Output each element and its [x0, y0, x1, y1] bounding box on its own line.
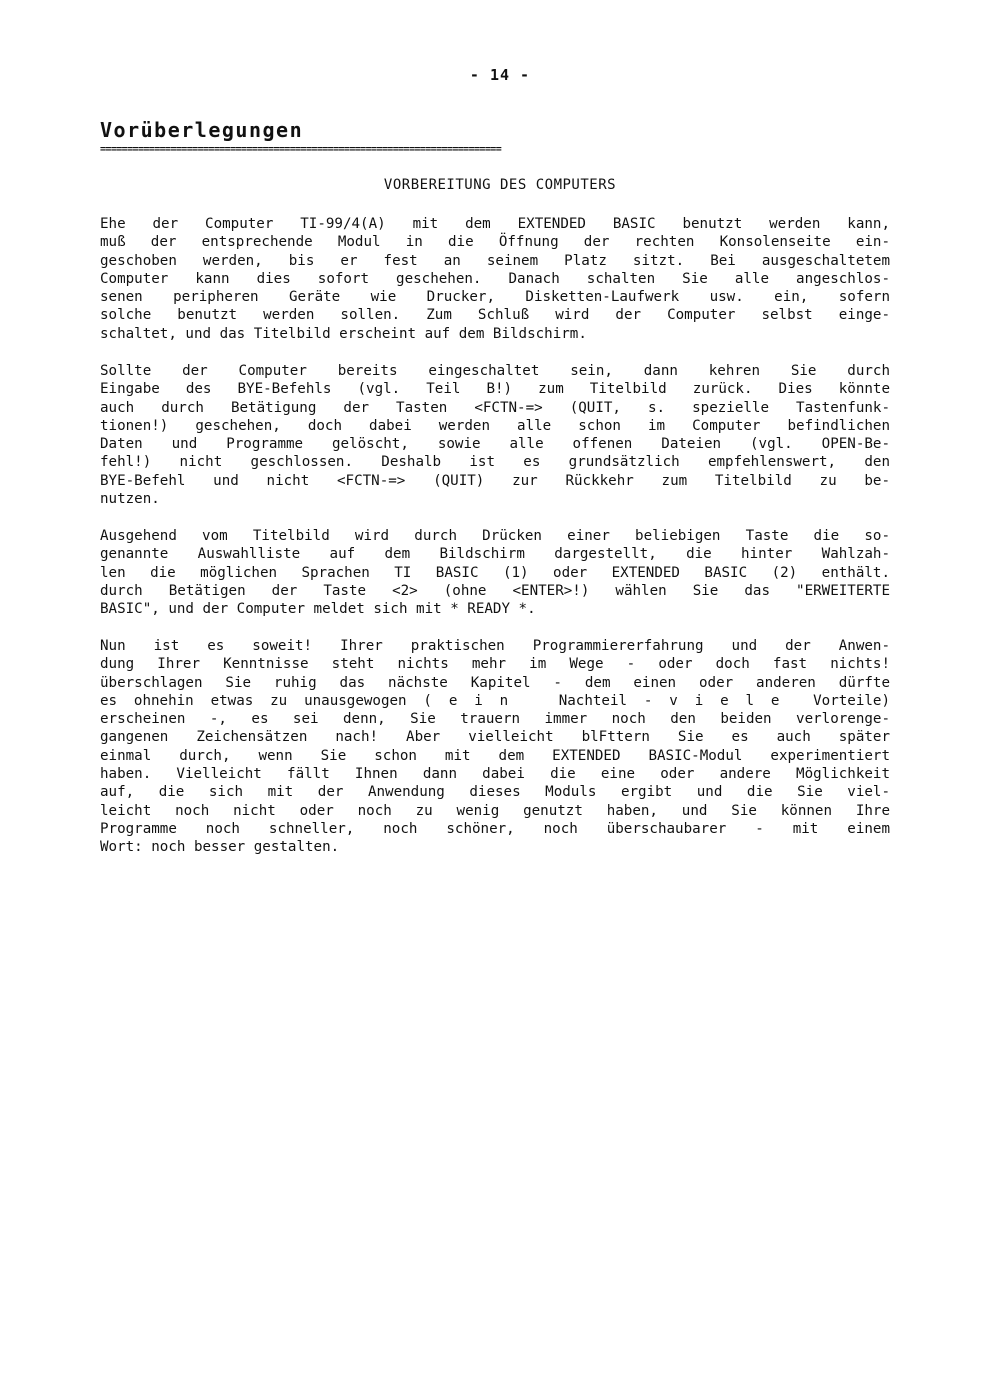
paragraph-preparation	[100, 215, 920, 343]
section-heading: VORBEREITUNG DES COMPUTERS	[383, 177, 617, 193]
text-line: es ohnehin etwas zu unausgewogen ( e i n Nachteil - v i e l e Vorteile)	[100, 692, 890, 709]
paragraph-bye-command	[100, 362, 920, 508]
text-line: leicht noch nicht oder noch zu wenig genutzt haben, und Sie können Ihre	[100, 802, 890, 819]
text-line: Eingabe des BYE-Befehls (vgl. Teil B!) zum Titelbild zurück. Dies könnte	[100, 381, 890, 398]
text-line: Ehe der Computer TI-99/4(A) mit dem EXTENDED BASIC benutzt werden kann,	[100, 216, 890, 232]
text-line: Wort: noch besser gestalten.	[100, 839, 340, 856]
text-line: auf, die sich mit der Anwendung dieses Moduls ergibt und die Sie viel-	[100, 784, 890, 801]
text-line: überschlagen Sie ruhig das nächste Kapitel - dem einen oder anderen dürfte	[100, 674, 890, 691]
text-line: erscheinen -, es sei denn, Sie trauern immer noch den beiden verlorenge-	[100, 711, 890, 728]
text-line: Nun ist es soweit! Ihrer praktischen Programmiererfahrung und der Anwen-	[100, 638, 890, 654]
text-line: haben. Vielleicht fällt Ihnen dann dabei die eine oder andere Möglichkeit	[100, 766, 890, 783]
text-line: senen peripheren Geräte wie Drucker, Disketten-Laufwerk usw. ein, sofern	[100, 289, 890, 306]
text-line: solche benutzt werden sollen. Zum Schluß wird der Computer selbst einge-	[100, 307, 890, 324]
text-line: tionen!) geschehen, doch dabei werden alle schon im Computer befindlichen	[100, 417, 890, 434]
page-number: - 14 -	[469, 66, 531, 84]
paragraph-getting-started	[100, 637, 920, 857]
chapter-title: Vorüberlegungen	[100, 118, 304, 142]
text-line: auch durch Betätigung der Tasten <FCTN-=> (QUIT, s. spezielle Tastenfunk-	[100, 399, 890, 416]
paragraph-selection-list	[100, 527, 920, 618]
text-line: nutzen.	[100, 491, 160, 508]
text-line: BYE-Befehl und nicht <FCTN-=> (QUIT) zur Rückkehr zum Titelbild zu be-	[100, 472, 890, 489]
text-line: einmal durch, wenn Sie schon mit dem EXTENDED BASIC-Modul experimentiert	[100, 747, 890, 764]
text-line: len die möglichen Sprachen TI BASIC (1) oder EXTENDED BASIC (2) enthält.	[100, 564, 890, 581]
text-line: BASIC", und der Computer meldet sich mit * READY *.	[100, 601, 536, 618]
text-line: schaltet, und das Titelbild erscheint auf dem Bildschirm.	[100, 325, 587, 342]
text-line: muß der entsprechende Modul in die Öffnung der rechten Konsolenseite ein-	[100, 234, 890, 251]
text-line: Computer kann dies sofort geschehen. Danach schalten Sie alle angeschlos-	[100, 270, 890, 287]
double-rule-divider: ==========================================================================	[100, 145, 502, 155]
text-line: Daten und Programme gelöscht, sowie alle offenen Dateien (vgl. OPEN-Be-	[100, 436, 890, 453]
text-line: fehl!) nicht geschlossen. Deshalb ist es grundsätzlich empfehlenswert, den	[100, 454, 890, 471]
text-line: Programme noch schneller, noch schöner, noch überschaubarer - mit einem	[100, 820, 890, 837]
text-line: gangenen Zeichensätzen nach! Aber vielleicht blFttern Sie es auch später	[100, 729, 890, 746]
text-line: dung Ihrer Kenntnisse steht nichts mehr im Wege - oder doch fast nichts!	[100, 656, 890, 673]
text-line: Ausgehend vom Titelbild wird durch Drücken einer beliebigen Taste die so-	[100, 528, 890, 544]
text-line: durch Betätigen der Taste <2> (ohne <ENTER>!) wählen Sie das "ERWEITERTE	[100, 582, 890, 599]
text-line: geschoben werden, bis er fest an seinem Platz sitzt. Bei ausgeschaltetem	[100, 252, 890, 269]
text-line: genannte Auswahlliste auf dem Bildschirm dargestellt, die hinter Wahlzah-	[100, 546, 890, 563]
text-line: Sollte der Computer bereits eingeschaltet sein, dann kehren Sie durch	[100, 363, 890, 379]
